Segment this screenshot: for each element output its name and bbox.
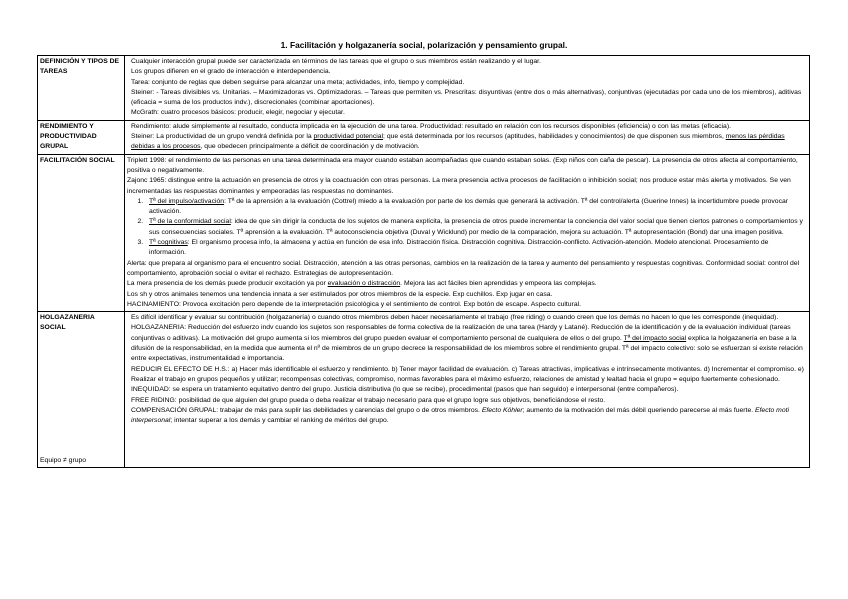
fac-paragraph: Triplett 1998: el rendimiento de las personas en una tarea determinada era mayor cuando estaban acompañadas que cuando estaban solas. (Exp niños con caña de pescar). La presencia de otros afecta al comportamiento, positiva o negativamente. [127,156,798,174]
content-definicion [125,56,810,121]
row-definicion [38,56,810,121]
underlined-term: menos las pérdidas debidas a los procesos [131,133,785,151]
def-line: Tarea: conjunto de reglas que deben seguirse para alcanzar una meta; actividades, info, tiempo y complejidad. [131,78,465,86]
def-line: Los grupos difieren en el grado de interacción e interdependencia. [131,68,331,76]
fac-paragraph: Los sh y otros animales tenemos una tendencia innata a ser estimulados por otros miembros de la especie. Exp cuchillos. Exp jugar en casa. [127,290,553,298]
text-run: ; que está determinada por los recursos (aptitudes, habilidades y conocimientos) de que disponen sus miembros, [383,133,726,141]
rend-line: Rendimiento: alude simplemente al resultado, conducta implicada en la ejecución de una tarea. Productividad: resultado en relación con los recursos disponibles (eficiencia) o con las metas (eficacia). [131,122,731,130]
theory-text: : El organismo procesa info, la almacena y actúa en función de esa info. Distracción física. Distracción cognitiva. Distracción-conflicto. Activación-atención. Modelo atencional. Procesamiento de información. [149,239,769,257]
theory-title: Tª de la conformidad social [149,218,231,226]
holg-paragraph [131,406,807,427]
equipo-label: Equipo ≠ grupo [40,456,87,464]
theory-item [145,197,807,218]
content-rendimiento [125,120,810,154]
text-run: ; aumento de la motivación del más débil queriendo parecerse al más fuerte. [522,406,755,414]
fac-paragraph: HACINAMIENTO: Provoca excitación pero depende de la interpretación psicológica y el sentimiento de control. Exp botón de escape. Aspecto cultural. [127,300,582,308]
holg-title: HOLGAZANERIA SOCIAL [40,314,95,332]
def-line: Cualquier interacción grupal puede ser caracterizada en términos de las tareas que el grupo o sus miembros están realizando y el lugar. [131,58,541,65]
holg-paragraph: Es difícil identificar y evaluar su contribución (holgazanería) o cuando otros miembros deben hacer necesariamente el trabajo (free riding) o cuando creen que los demás no hacen lo que les corresponde (inequidad). [131,314,779,322]
label-rendimiento: RENDIMIENTO Y PRODUCTIVIDAD GRUPAL [38,120,125,154]
holg-paragraph: INEQUIDAD: se espera un tratamiento equitativo dentro del grupo. Justicia distributiva (lo que se recibe), procedimental (pasos que han seguido) e interpersonal (entre compañeros). [131,386,679,394]
theory-text: : Tª de la aprensión a la evaluación (Cottrel) miedo a la evaluación por parte de los demás que generará la activación. Tª del control/alerta (Guerine Innes) la incertidumbre puede provocar activación. [149,197,789,216]
theory-text: : idea de que sin dirigir la conducta de los sujetos de manera explícita, la presencia de otros puede incrementar la conciencia del valor social que tienen ciertos patrones o comportamientos y sus consecuencias sociales. Tª aprensión a la evaluación. Tª autoconsciencia objetiva (Duval y Wicklund) por medio de la comparación, mejora su actuación. Tª autopresentación (Bond) dar una imagen positiva. [149,218,803,236]
theory-title: Tª del impulso/activación [149,197,225,205]
notes-table [37,55,810,468]
fac-paragraph [127,279,807,289]
fac-paragraph: Alerta: que prepara al organismo para el encuentro social. Distracción, atención a las otras personas, cambios en la realización de la tarea y aumento del pensamiento y respuestas cognitivas. Conformidad social: control del comportamiento, aprobación social o evitar el rechazo. Estrategias de autopresentación. [127,259,800,277]
row-holgazaneria [38,312,810,468]
row-facilitacion [38,154,810,311]
content-facilitacion [125,154,810,311]
text-run: Steiner: La productividad de un grupo vendrá definida por la [131,133,314,141]
def-line: Steiner: - Tareas divisibles vs. Unitarias. – Maximizadoras vs. Optimizadoras. – Tareas que permiten vs. Prescritas: disyuntivas (entre dos o más alternativas), conjuntivas (ejecutadas por cada uno de los miembros), aditivas (eficacia = suma de los productos indv.), discrecionales (combinar aportaciones). [131,88,802,107]
theory-item [145,238,807,259]
label-definicion: DEFINICIÓN Y TIPOS DE TAREAS [38,56,125,121]
text-run: , que obedecen principalmente a déficit de coordinación y de motivación. [200,143,420,151]
theory-title: Tª cognitivas [149,239,188,247]
underlined-term: evaluación o distracción [327,280,401,288]
text-run: La mera presencia de los demás puede producir excitación ya por [127,280,328,288]
theory-item [145,217,807,238]
underlined-term: productividad potencial [313,133,384,141]
text-run: . Mejora las act fáciles bien aprendidas y empeora las complejas. [400,280,597,288]
holg-paragraph: REDUCIR EL EFECTO DE H.S.: a) Hacer más identificable el esfuerzo y rendimiento. b) Tener mayor facilidad de evaluación. c) Tareas atractivas, implicativas e intrínsecamente motivantes. d) Incrementar el compromiso. e) Realizar el trabajo en grupos pequeños y utilizar; recompensas colectivas, compromiso, normas favorables para el máximo esfuerzo, relaciones de amistad y lealtad hacia el grupo = equipo fuertemente cohesionado. [131,365,804,383]
underlined-term: Tª del impacto social [623,334,687,342]
text-run: COMPENSACIÓN GRUPAL: trabajar de más para suplir las debilidades y carencias del grupo o de otros miembros. [131,406,482,414]
content-holgazaneria [125,312,810,468]
text-run: HOLGAZANERIA: Reducción del esfuerzo indv cuando los sujetos son responsables de forma colectiva de la realización de una tarea (Hardy y Latané). Reducción de la identificación y de la evaluación individual (tareas conjuntivas o aditivas). La motivación del grupo aumenta si los miembros del grupo pueden evaluar el comportamiento personal de cualquiera de ellos o del grupo. [131,324,791,342]
label-facilitacion: FACILITACIÓN SOCIAL [38,154,125,311]
rend-line [131,132,807,153]
fac-paragraph: Zajonc 1965: distingue entre la actuación en presencia de otros y la coactuación con otras personas. La mera presencia activa procesos de facilitación o inhibición social; nos produce estar más alerta y motivados. Se ven incrementadas las respuestas dominantes y empeoradas las respuestas no dominantes. [127,177,791,195]
holg-paragraph: FREE RIDING: posibilidad de que alguien del grupo pueda o deba realizar el trabajo necesario para que el grupo logre sus objetivos, beneficiándose el resto. [131,396,606,404]
text-run: ; intentar superar a los demás y cambiar el ranking de méritos del grupo. [170,417,389,425]
text-run: explica la holgazanería en base a la difusión de la responsabilidad, en la medida que aumenta el nº de miembros de un grupo decrece la responsabilidad de los miembros sobre el rendimiento grupal. Tª del impacto colectivo: solo se esfuerzan si existe relación entre expectativas, instrumentalidad e importancia. [131,334,803,363]
def-line: McGrath: cuatro procesos básicos: producir, elegir, negociar y ejecutar. [131,109,345,117]
theories-list [127,197,807,259]
italic-term: Efecto moti interpersonal [131,406,789,425]
holg-paragraph [131,323,807,364]
label-holgazaneria [38,312,125,468]
page-title: 1. Facilitación y holgazanería social, polarización y pensamiento grupal. [280,40,568,50]
italic-term: Efecto Köhler [481,406,523,414]
row-rendimiento [38,120,810,154]
